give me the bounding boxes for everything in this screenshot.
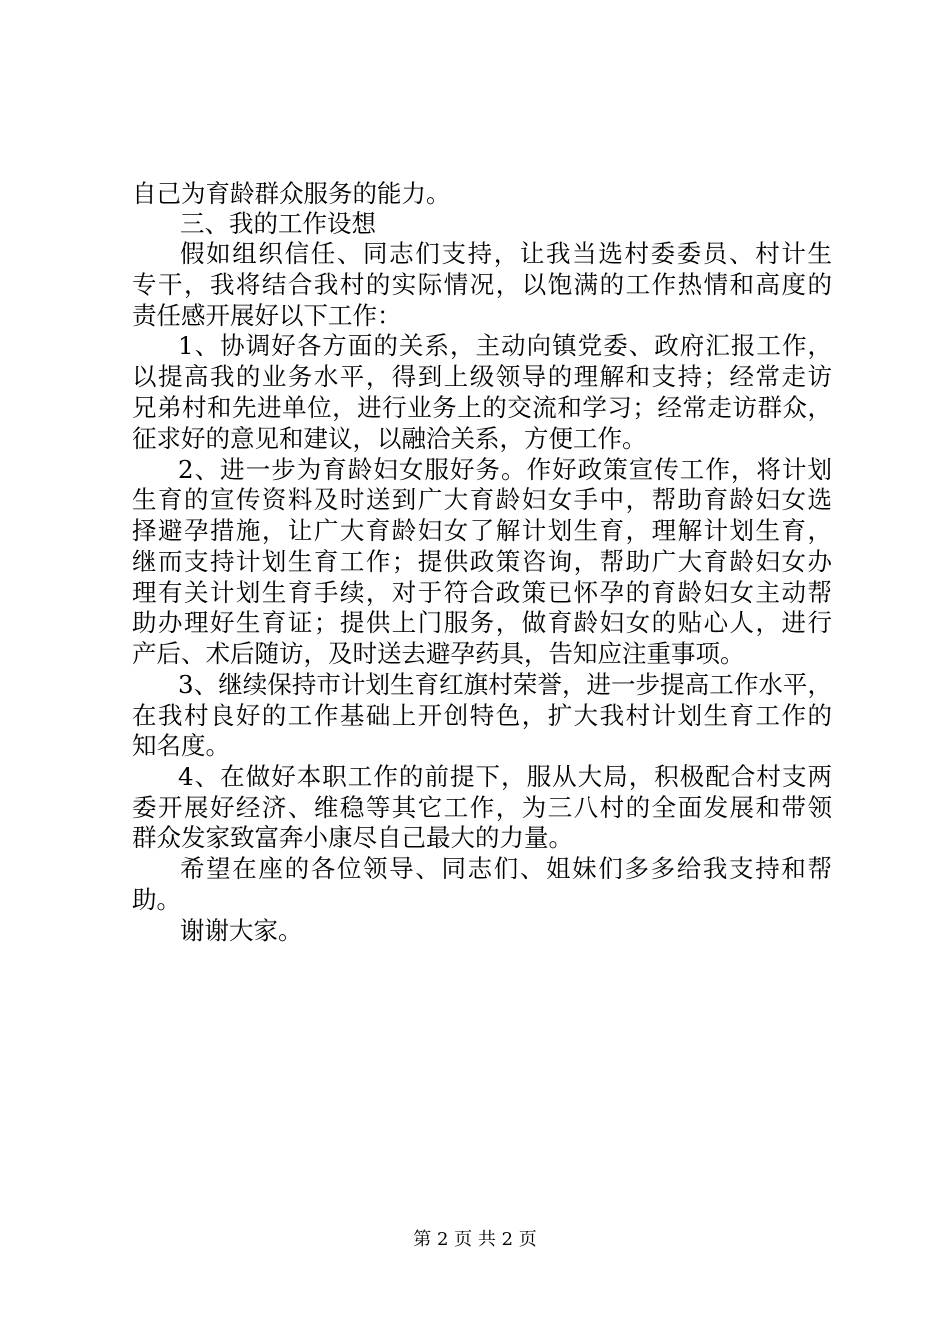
- text-line: 以提高我的业务水平，得到上级领导的理解和支持；经常走访: [132, 362, 832, 391]
- text-line: 3、继续保持市计划生育红旗村荣誉，进一步提高工作水平，: [178, 670, 832, 699]
- text-line: 委开展好经济、维稳等其它工作，为三八村的全面发展和带领: [132, 793, 832, 822]
- text-line: 生育的宣传资料及时送到广大育龄妇女手中，帮助育龄妇女选: [132, 485, 832, 514]
- text-line: 在我村良好的工作基础上开创特色，扩大我村计划生育工作的: [132, 701, 832, 730]
- section-heading: 三、我的工作设想: [180, 209, 376, 238]
- text-line: 4、在做好本职工作的前提下，服从大局，积极配合村支两: [178, 762, 832, 791]
- text-line: 1、协调好各方面的关系，主动向镇党委、政府汇报工作，: [178, 331, 832, 360]
- closing-line: 谢谢大家。: [180, 916, 303, 945]
- text-line: 群众发家致富奔小康尽自己最大的力量。: [132, 823, 573, 852]
- text-line: 2、进一步为育龄妇女服好务。作好政策宣传工作，将计划: [178, 455, 832, 484]
- text-line: 助办理好生育证；提供上门服务，做育龄妇女的贴心人，进行: [132, 608, 832, 637]
- text-line: 助。: [132, 885, 181, 914]
- text-line: 征求好的意见和建议，以融洽关系，方便工作。: [132, 424, 647, 453]
- text-line: 假如组织信任、同志们支持，让我当选村委委员、村计生: [180, 239, 832, 268]
- text-line: 专干，我将结合我村的实际情况，以饱满的工作热情和高度的: [132, 270, 832, 299]
- text-line: 继而支持计划生育工作；提供政策咨询，帮助广大育龄妇女办: [132, 547, 832, 576]
- text-line: 希望在座的各位领导、同志们、姐妹们多多给我支持和帮: [180, 854, 832, 883]
- text-line: 知名度。: [132, 731, 230, 760]
- text-line: 择避孕措施，让广大育龄妇女了解计划生育，理解计划生育，: [132, 516, 832, 545]
- text-line: 兄弟村和先进单位，进行业务上的交流和学习；经常走访群众，: [132, 393, 832, 422]
- text-line: 自己为育龄群众服务的能力。: [132, 179, 451, 208]
- text-line: 理有关计划生育手续，对于符合政策已怀孕的育龄妇女主动帮: [132, 578, 832, 607]
- page-number-footer: 第 2 页 共 2 页: [413, 1229, 537, 1250]
- text-line: 产后、术后随访，及时送去避孕药具，告知应注重事项。: [132, 639, 745, 668]
- text-line: 责任感开展好以下工作：: [132, 301, 402, 330]
